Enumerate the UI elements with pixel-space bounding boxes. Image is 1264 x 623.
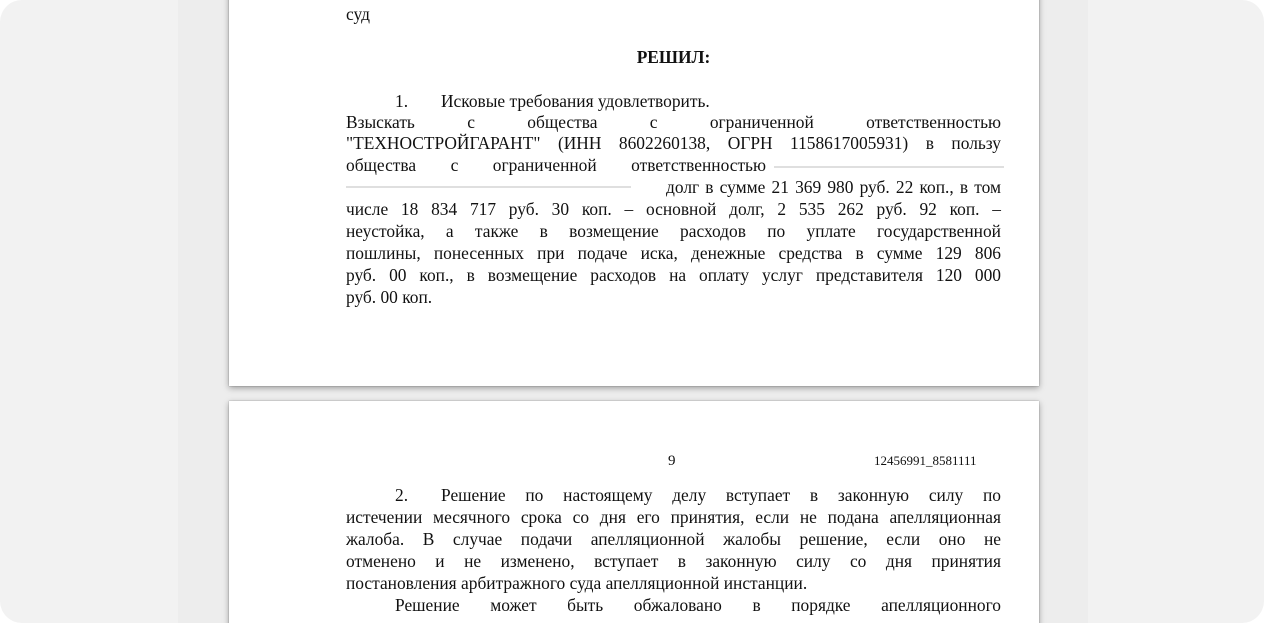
document-page-1 bbox=[229, 0, 1039, 386]
line-top: суд bbox=[346, 4, 370, 24]
paragraph-line: пошлины, понесенных при подаче иска, денежные средства в сумме 129 806 bbox=[346, 243, 1001, 263]
paragraph-line: числе 18 834 717 руб. 30 коп. – основной долг, 2 535 262 руб. 92 коп. – bbox=[346, 199, 1001, 219]
paragraph-line: Решение может быть обжаловано в порядке апелляционного bbox=[395, 595, 1001, 615]
item-2-first-line: Решение по настоящему делу вступает в законную силу по bbox=[441, 485, 1001, 505]
document-page-2 bbox=[229, 401, 1039, 623]
paragraph-line: неустойка, а также в возмещение расходов по уплате государственной bbox=[346, 221, 1001, 241]
paragraph-line: общества с ограниченной ответственностью bbox=[346, 155, 766, 175]
paragraph-line: руб. 00 коп., в возмещение расходов на оплату услуг представителя 120 000 bbox=[346, 265, 1001, 285]
document-viewer[interactable] bbox=[178, 0, 1088, 623]
paragraph-line: жалоба. В случае подачи апелляционной жалобы решение, если оно не bbox=[346, 529, 1001, 549]
paragraph-line: отменено и не изменено, вступает в законную силу со дня принятия bbox=[346, 551, 1001, 571]
document-code: 12456991_8581111 bbox=[874, 453, 977, 468]
paragraph-line: постановления арбитражного суда апелляционной инстанции. bbox=[346, 573, 808, 593]
item-2-number: 2. bbox=[395, 485, 409, 505]
item-1-number: 1. bbox=[395, 91, 409, 111]
paragraph-line: Взыскать с общества с ограниченной ответственностью bbox=[346, 112, 1001, 132]
redaction-mark bbox=[774, 166, 1004, 168]
paragraph-line: "ТЕХНОСТРОЙГАРАНТ" (ИНН 8602260138, ОГРН 1158617005931) в пользу bbox=[346, 133, 1001, 153]
item-1-title: Исковые требования удовлетворить. bbox=[441, 91, 710, 111]
redaction-mark bbox=[346, 186, 631, 188]
paragraph-line: руб. 00 коп. bbox=[346, 287, 433, 307]
paragraph-line: истечении месячного срока со дня его принятия, если не подана апелляционная bbox=[346, 507, 1001, 527]
page-number: 9 bbox=[668, 453, 676, 469]
paragraph-line: долг в сумме 21 369 980 руб. 22 коп., в том bbox=[666, 177, 1001, 197]
decision-heading: РЕШИЛ: bbox=[636, 47, 711, 67]
